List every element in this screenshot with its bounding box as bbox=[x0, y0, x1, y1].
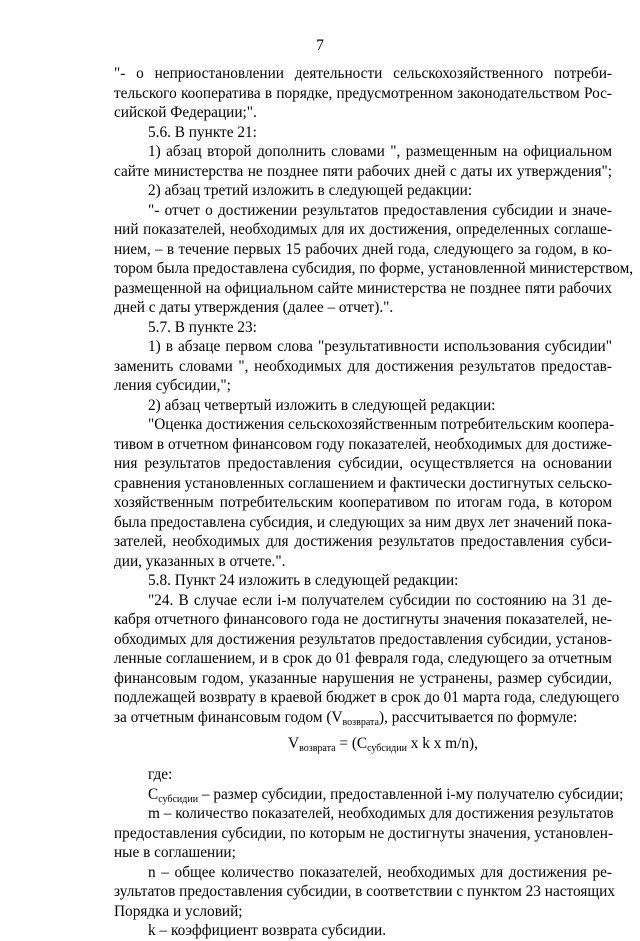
definition-text: – размер субсидии, предоставленной i-му получателю субсидии; bbox=[198, 785, 624, 803]
section-heading: 5.6. В пункте 21: bbox=[148, 123, 257, 141]
text-line: 1) абзац второй дополнить словами ", размещенным на официальном bbox=[148, 143, 612, 160]
text-line: ния результатов предоставления субсидии, осуществляется на основании bbox=[114, 455, 612, 472]
formula-v: V bbox=[288, 735, 300, 752]
text-line: нием, – в течение первых 15 рабочих дней года, следующего за годом, в ко- bbox=[114, 240, 612, 258]
text-line: размещенной на официальном сайте министерства не позднее пяти рабочих bbox=[114, 279, 612, 297]
text-line: дней с даты утверждения (далее – отчет).". bbox=[114, 299, 394, 316]
formula-c-subscript: субсидии bbox=[367, 743, 407, 754]
symbol: C bbox=[148, 785, 159, 803]
section-heading: 5.7. В пункте 23: bbox=[148, 318, 257, 336]
text-line: зультатов предоставления субсидии, в соответствии с пунктом 23 настоящих bbox=[114, 883, 616, 900]
text-line: 2) абзац третий изложить в следующей редакции: bbox=[148, 182, 473, 199]
text-line: сийской Федерации;". bbox=[114, 104, 257, 121]
text-line bbox=[114, 708, 612, 728]
text-line: Порядка и условий; bbox=[114, 902, 243, 920]
text-line: тивом в отчетном финансовом году показателей, необходимых для достиже- bbox=[114, 435, 612, 453]
text-line: 1) в абзаце первом слова "результативности использования субсидии" bbox=[148, 338, 612, 355]
subscript: субсидии bbox=[158, 793, 199, 805]
text-line: "- о неприостановлении деятельности сельскохозяйственного потреби- bbox=[114, 65, 612, 82]
text-line: тором была предоставлена субсидия, по форме, установленной министерством, bbox=[114, 260, 634, 277]
text-line: подлежащей возврату в краевой бюджет в срок до 01 марта года, следующего bbox=[114, 689, 620, 706]
text-line: ленные соглашением, и в срок до 01 февраля года, следующего за отчетным bbox=[114, 650, 612, 667]
formula bbox=[114, 733, 612, 755]
definition-m: m – количество показателей, необходимых для достижения результатов bbox=[148, 805, 614, 822]
text-line: сайте министерства не позднее пяти рабочих дней с даты их утверждения"; bbox=[114, 162, 612, 180]
text-line: обходимых для достижения результатов предоставления субсидии, установ- bbox=[114, 630, 612, 648]
text-line: заменить словами ", необходимых для достижения результатов предостав- bbox=[114, 357, 612, 375]
text-line: "Оценка достижения сельскохозяйственным потребительским коопера- bbox=[148, 416, 615, 433]
text-line: была предоставлена субсидия, и следующих за ним двух лет значений пока- bbox=[114, 513, 612, 531]
text-line: ления субсидии,"; bbox=[114, 377, 231, 394]
text-line: предоставления субсидии, по которым не достигнуты значения, установлен- bbox=[114, 824, 614, 842]
formula-eq: = (C bbox=[335, 735, 368, 752]
text-fragment: за отчетным финансовым годом (V bbox=[114, 708, 343, 726]
section-heading: 5.8. Пункт 24 изложить в следующей редакции: bbox=[148, 572, 459, 589]
definition-k: k – коэффициент возврата субсидии. bbox=[148, 922, 387, 939]
text-line: хозяйственным потребительским кооперативом по итогам года, в котором bbox=[114, 494, 612, 511]
definition-n: n – общее количество показателей, необходимых для достижения ре- bbox=[148, 863, 612, 881]
text-line: "- отчет о достижении результатов предоставления субсидии и значе- bbox=[148, 201, 612, 219]
text-line: "24. В случае если i-м получателем субсидии по состоянию на 31 де- bbox=[148, 591, 612, 609]
subscript: возврата bbox=[342, 716, 379, 728]
text-line: дии, указанных в отчете.". bbox=[114, 552, 286, 570]
text-line: финансовым годом, указанные нарушения не устранены, размер субсидии, bbox=[114, 669, 612, 687]
text-line: зателей, необходимых для достижения результатов предоставления субси- bbox=[114, 533, 612, 550]
text-line: кабря отчетного финансового года не достигнуты значения показателей, не- bbox=[114, 611, 612, 628]
text-line: тельского кооператива в порядке, предусмотренном законодательством Рос- bbox=[114, 84, 612, 102]
definition-c bbox=[114, 785, 624, 805]
text-fragment: ), рассчитывается по формуле: bbox=[378, 708, 578, 726]
text-line: 2) абзац четвертый изложить в следующей редакции: bbox=[148, 396, 496, 414]
text-line: ний показателей, необходимых для их достижения, определенных соглаше- bbox=[114, 221, 612, 238]
formula-rest: x k x m/n), bbox=[406, 735, 478, 752]
where-label: где: bbox=[148, 766, 173, 783]
text-line: сравнения установленных соглашением и фактически достигнутых сельско- bbox=[114, 474, 613, 492]
formula-v-subscript: возврата bbox=[299, 743, 336, 754]
text-line: ные в соглашении; bbox=[114, 844, 236, 861]
page-number: 7 bbox=[316, 37, 324, 54]
document-body bbox=[114, 64, 634, 941]
